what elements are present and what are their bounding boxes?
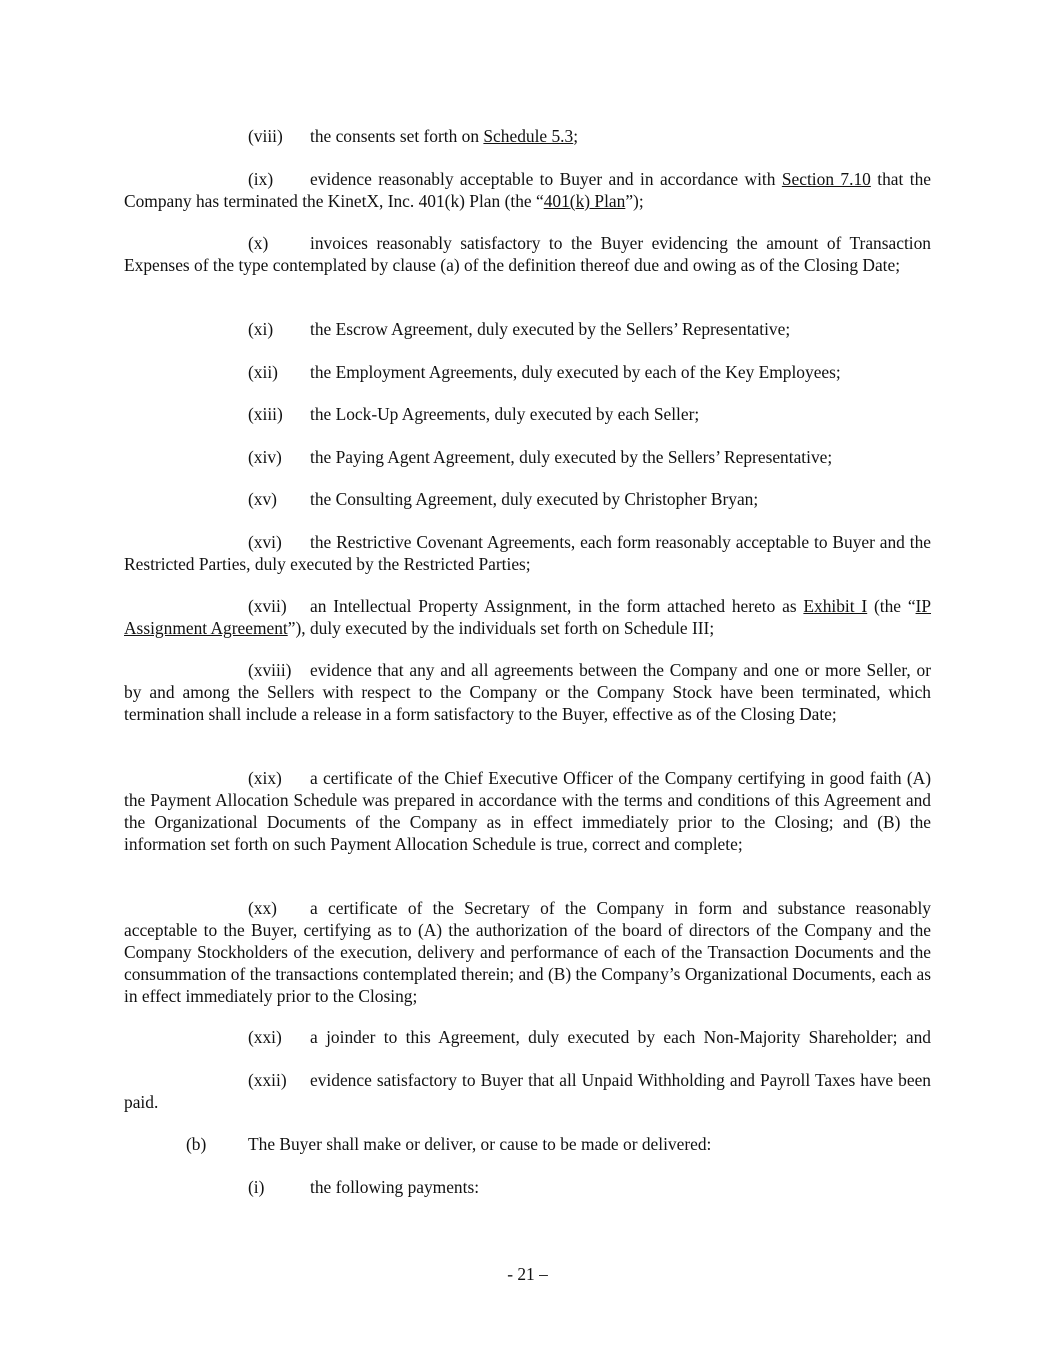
ip-assignment-term: IP Assignment Agreement <box>124 596 932 638</box>
item-xx: (xx) a certificate of the Secretary of the Company in form and substance reasonably acceptable to the Buyer, certifying as to (A) the authorization of the board of directors of the Company and the Company Stockholders of the execution, delivery and performance of each of the Transaction Documents and the consummation of the transactions contemplated therein; and (B) the Company’s Organizational Documents, each as in effect immediately prior to the Closing; <box>124 898 931 1006</box>
section-7-10-link[interactable]: Section 7.10 <box>781 169 871 189</box>
item-xxii: (xxii) evidence satisfactory to Buyer that all Unpaid Withholding and Payroll Taxes have been paid. <box>124 1070 931 1112</box>
item-xix: (xix) a certificate of the Chief Executive Officer of the Company certifying in good faith (A) the Payment Allocation Schedule was prepared in accordance with the terms and conditions of this Agreement and the Organizational Documents of the Company as in effect immediately prior to the Closing; and (B) the information set forth on such Payment Allocation Schedule is true, correct and complete; <box>124 768 931 854</box>
schedule-5-3-link[interactable]: Schedule 5.3 <box>483 126 574 146</box>
item-xvii: (xvii) an Intellectual Property Assignment, in the form attached hereto as Exhibit I (the “IP Assignment Agreement”), duly executed by the individuals set forth on Schedule III; <box>124 596 932 638</box>
section-b: (b) The Buyer shall make or deliver, or cause to be made or delivered: <box>186 1134 712 1154</box>
item-xii: (xii) the Employment Agreements, duly executed by each of the Key Employees; <box>248 362 841 382</box>
item-xviii: (xviii) evidence that any and all agreements between the Company and one or more Seller, or by and among the Sellers with respect to the Company or the Company Stock have been terminated, which termination shall include a release in a form satisfactory to the Buyer, effective as of the Closing Date; <box>124 660 931 724</box>
item-xi: (xi) the Escrow Agreement, duly executed by the Sellers’ Representative; <box>248 319 791 339</box>
item-xiv: (xiv) the Paying Agent Agreement, duly executed by the Sellers’ Representative; <box>248 447 833 467</box>
item-xxi: (xxi) a joinder to this Agreement, duly executed by each Non-Majority Shareholder; and <box>248 1027 931 1047</box>
item-xiii: (xiii) the Lock-Up Agreements, duly executed by each Seller; <box>248 404 700 424</box>
item-ix: (ix) evidence reasonably acceptable to Buyer and in accordance with Section 7.10 that the Company has terminated the KinetX, Inc. 401(k) Plan (the “401(k) Plan”); <box>124 169 931 211</box>
item-viii: (viii) the consents set forth on Schedule 5.3; <box>248 126 579 146</box>
item-xvi: (xvi) the Restrictive Covenant Agreements, each form reasonably acceptable to Buyer and the Restricted Parties, duly executed by the Restricted Parties; <box>124 532 931 574</box>
item-b-i: (i) the following payments: <box>248 1177 480 1197</box>
page-number: - 21 – <box>507 1264 548 1284</box>
item-xv: (xv) the Consulting Agreement, duly executed by Christopher Bryan; <box>248 489 759 509</box>
401k-plan-term: 401(k) Plan <box>543 191 626 211</box>
exhibit-i-link[interactable]: Exhibit I <box>803 596 868 616</box>
item-x: (x) invoices reasonably satisfactory to the Buyer evidencing the amount of Transaction Expenses of the type contemplated by clause (a) of the definition thereof due and owing as of the Closing Date; <box>124 233 931 275</box>
